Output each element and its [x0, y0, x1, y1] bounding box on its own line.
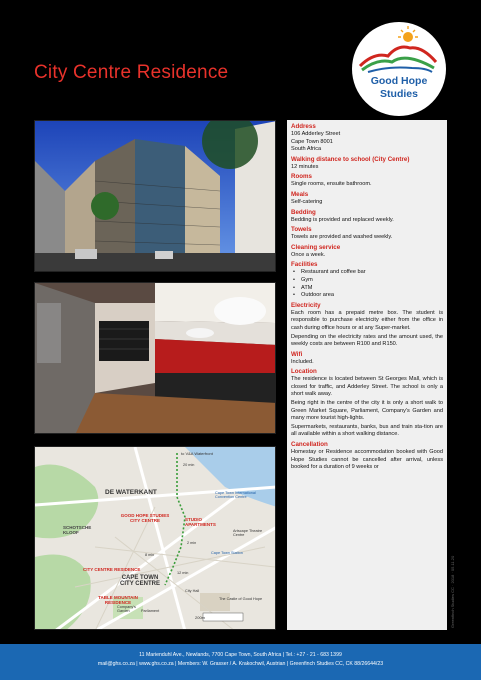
electricity-para: Each room has a prepaid metre box. The student is responsible to purchase electricity either from the office in cash during office hours or at any Super-market.	[291, 309, 443, 331]
section-walking	[291, 156, 443, 172]
electricity-para: Depending on the electricity rates and the amount used, the weekly costs are between R100 and R150.	[291, 333, 443, 348]
logo-line1: Good Hope	[370, 75, 428, 87]
map-walk-time-3: 12 min	[177, 571, 189, 575]
section-electricity	[291, 302, 443, 349]
map-label-city-hall: City Hall	[185, 589, 200, 593]
cleaning-heading: Cleaning service	[291, 243, 341, 251]
map-label-residence: CITY CENTRE RESIDENCE	[83, 567, 141, 572]
section-cancellation	[291, 441, 443, 472]
location-para: The residence is located between St Georges Mall, which is closed for traffic, and Adderley Street. The school is only a short walk away.	[291, 376, 443, 398]
facility-item: • ATM	[291, 285, 443, 293]
map-label-parliament: Parliament	[141, 609, 160, 613]
electricity-heading: Electricity	[291, 301, 321, 309]
meals-text: Self-catering	[291, 198, 323, 205]
walking-heading: Walking distance to school (City Centre)	[291, 155, 410, 163]
cleaning-text: Once a week.	[291, 251, 326, 258]
side-note: Greenfinch Studies CC · 2018 · 05.11.20	[450, 555, 455, 628]
map-walk-time-1: 20 min	[183, 463, 195, 467]
info-panel	[287, 120, 447, 630]
section-address	[291, 123, 443, 154]
map-label-schotsche: SCHOTSCHE KLOOF	[63, 525, 92, 535]
bedding-heading: Bedding	[291, 208, 316, 216]
facility-item: • Restaurant and coffee bar	[291, 269, 443, 277]
footer-line1: 11 Marienduhl Ave., Newlands, 7700 Cape Town, South Africa | Tel.: +27 - 21 - 683 1399	[139, 652, 342, 658]
rooms-text: Single rooms, ensuite bathroom.	[291, 181, 372, 188]
map-label-ghs: GOOD HOPE STUDIES CITY CENTRE	[120, 513, 170, 523]
map-label-castle: The Castle of Good Hope	[219, 597, 263, 601]
logo-line2: Studies	[380, 88, 418, 100]
page-title: City Centre Residence	[34, 62, 229, 83]
map-label-gardens: Company's Garden	[117, 605, 136, 613]
wifi-heading: Wifi	[291, 350, 303, 358]
map-scale-label: 200m	[195, 615, 206, 620]
footer-line2[interactable]: mail@ghs.co.za | www.ghs.co.za | Members: W. Grasser / A. Krakochwil, Austrian | Greenfinch Studies CC, CK 88/26644/23	[97, 661, 384, 667]
map-label-v-and-a: to V&A Waterfront	[181, 451, 213, 456]
section-wifi	[291, 351, 443, 367]
map-label-studio: STUDIO APARTMENTS	[185, 517, 216, 527]
room-interior-photo	[34, 282, 276, 434]
address-heading: Address	[291, 123, 316, 130]
address-line: 106 Adderley Street	[291, 131, 341, 137]
footer	[0, 644, 481, 680]
section-rooms	[291, 173, 443, 189]
map-label-cbd: CAPE TOWN CITY CENTRE	[120, 575, 160, 587]
location-para: Supermarkets, restaurants, banks, bus and train sta-tion are all available within a short walking distance.	[291, 423, 443, 438]
location-heading: Location	[291, 368, 317, 376]
wifi-text: Included.	[291, 358, 314, 365]
meals-heading: Meals	[291, 190, 309, 198]
map-label-convention: Cape Town International Convention Centre	[215, 491, 256, 499]
map-label-waterkant: DE WATERKANT	[105, 489, 157, 496]
mountain-sun-icon	[352, 22, 446, 82]
map-walk-time-2: 8 min	[145, 553, 155, 557]
map-label-station: Cape Town Station	[211, 551, 243, 555]
section-facilities	[291, 261, 443, 299]
section-bedding	[291, 209, 443, 225]
address-line: Cape Town 8001	[291, 138, 333, 145]
location-map[interactable]	[34, 446, 276, 630]
building-exterior-photo	[34, 120, 276, 272]
cancellation-heading: Cancellation	[291, 441, 328, 449]
towels-text: Towels are provided and washed weekly.	[291, 234, 393, 241]
walking-text: 12 minutes	[291, 163, 319, 170]
map-label-artscape: Artscape Theatre Centre	[233, 529, 263, 537]
map-label-table: TABLE MOUNTAIN RESIDENCE	[98, 595, 138, 605]
section-cleaning	[291, 244, 443, 260]
rooms-heading: Rooms	[291, 173, 312, 181]
section-towels	[291, 226, 443, 242]
bedding-text: Bedding is provided and replaced weekly.	[291, 216, 394, 223]
facility-item: • Outdoor area	[291, 292, 443, 300]
section-meals	[291, 191, 443, 207]
cancellation-para: Homestay or Residence accommodation booked with Good Hope Studies cannot be cancelled after arrival, unless booked for a duration of 9 weeks or	[291, 449, 443, 471]
towels-heading: Towels	[291, 226, 312, 234]
good-hope-studies-logo	[352, 22, 446, 116]
facilities-heading: Facilities	[291, 261, 318, 269]
map-walk-time-4: 2 min	[187, 541, 197, 545]
section-location	[291, 368, 443, 439]
location-para: Being right in the centre of the city it is only a short walk to Green Market Square, Parliament, Company's Garden and many more tourist high-lights.	[291, 400, 443, 422]
address-line: South Africa	[291, 146, 322, 153]
facility-item: • Gym	[291, 277, 443, 285]
